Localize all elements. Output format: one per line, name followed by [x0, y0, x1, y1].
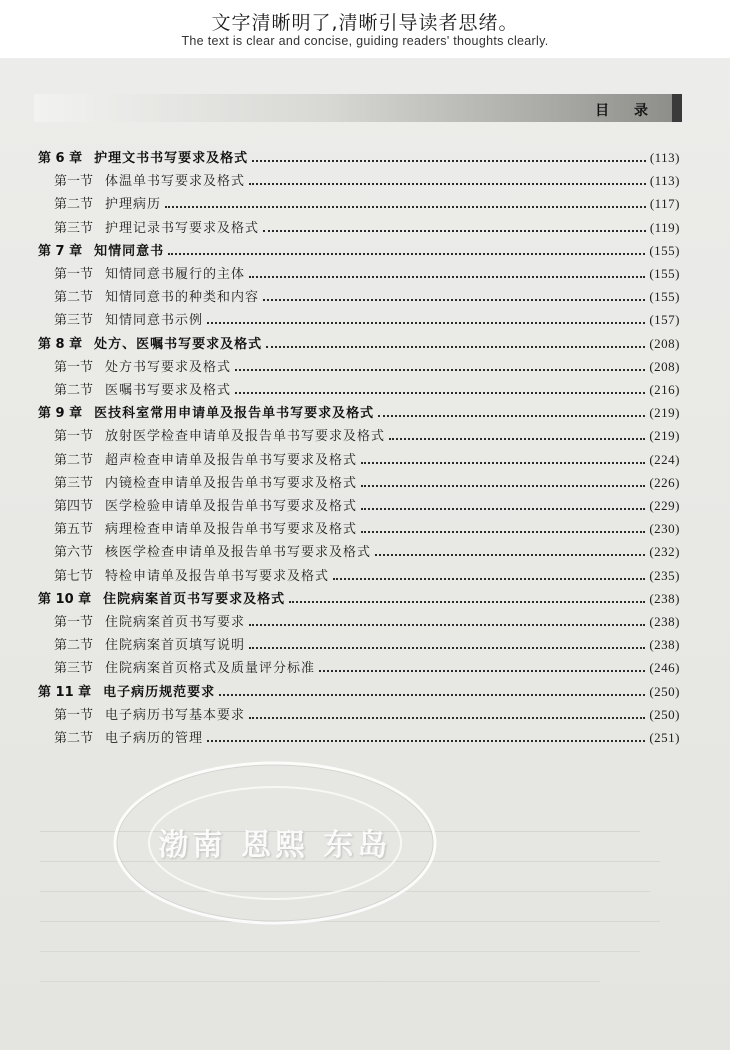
toc-entry-title: 内镜检查申请单及报告单书写要求及格式 [105, 475, 358, 491]
toc-section-row [54, 285, 680, 305]
dot-leader [235, 369, 645, 371]
toc-entry-number: 第四节 [54, 499, 94, 514]
toc-entry-number: 第三节 [54, 661, 94, 677]
toc-entry-number: 第 6 章 [38, 151, 83, 166]
toc-chapter-row [38, 680, 680, 700]
toc-entry-number: 第一节 [54, 429, 94, 445]
banner-caption-chinese: 文字清晰明了,清晰引导读者思绪。 [211, 12, 519, 34]
toc-page-number: (113) [649, 150, 680, 165]
toc-page-number: (229) [649, 498, 680, 513]
toc-entry-number: 第一节 [54, 174, 94, 190]
dot-leader [249, 647, 645, 649]
dot-leader [249, 276, 645, 278]
dot-leader [235, 392, 645, 394]
toc-section-row [54, 517, 680, 537]
seal-text: 渤南 恩熙 东岛 [158, 828, 392, 863]
toc-page-number: (208) [649, 335, 680, 351]
toc-entry-number: 第三节 [54, 220, 94, 236]
toc-section-row [54, 540, 680, 560]
toc-entry-number: 第二节 [54, 731, 94, 746]
toc-page-number: (238) [649, 614, 680, 629]
dot-leader [165, 206, 646, 208]
toc-section-row [54, 703, 680, 723]
dot-leader [263, 299, 645, 301]
toc-page-number: (117) [649, 196, 680, 212]
toc-entry-number: 第 11 章 [38, 684, 92, 700]
book-page-photo [0, 58, 730, 1050]
toc-page-number: (250) [649, 706, 680, 722]
toc-entry-title: 医技科室常用申请单及报告单书写要求及格式 [94, 406, 375, 422]
toc-page-number: (113) [649, 173, 680, 189]
toc-page-number: (238) [649, 637, 680, 653]
toc-page-number: (226) [649, 474, 680, 490]
toc-entry-number: 第一节 [54, 615, 94, 630]
toc-entry-title: 护理病历 [105, 197, 162, 213]
toc-entry-number: 第 8 章 [38, 336, 83, 352]
toc-page-number: (230) [649, 521, 680, 537]
toc-entry-title: 住院病案首页格式及质量评分标准 [105, 661, 316, 677]
toc-section-row [54, 424, 680, 444]
toc-section-row [54, 169, 680, 189]
banner-caption-english: The text is clear and concise, guiding readers' thoughts clearly. [181, 34, 549, 48]
toc-entry-title: 特检申请单及报告单书写要求及格式 [105, 568, 330, 584]
toc-entry-title: 病理检查申请单及报告单书写要求及格式 [105, 522, 358, 538]
dot-leader [289, 601, 645, 603]
toc-section-row [54, 633, 680, 653]
toc-section-row [54, 308, 680, 328]
toc-header-bar [34, 94, 680, 122]
toc-section-row [54, 262, 680, 282]
toc-entry-number: 第七节 [54, 568, 94, 584]
toc-entry-title: 核医学检查申请单及报告单书写要求及格式 [105, 545, 372, 561]
dot-leader [266, 346, 645, 348]
toc-entry-title: 护理文书书写要求及格式 [94, 151, 249, 166]
toc-section-row [54, 494, 680, 514]
toc-section-row [54, 656, 680, 676]
toc-entry-title: 知情同意书履行的主体 [105, 267, 246, 282]
toc-entry-number: 第三节 [54, 313, 94, 329]
dot-leader [378, 415, 645, 417]
dot-leader [375, 554, 645, 556]
toc-page-number: (224) [649, 451, 680, 467]
toc-page-number: (232) [649, 544, 680, 560]
toc-entry-title: 处方、医嘱书写要求及格式 [94, 336, 263, 352]
toc-entry-number: 第二节 [54, 197, 94, 213]
toc-entry-number: 第二节 [54, 638, 94, 654]
dot-leader [219, 694, 645, 696]
toc-page-number: (119) [649, 219, 680, 235]
caption-banner [0, 0, 730, 58]
toc-entry-number: 第 10 章 [38, 591, 92, 607]
toc-entry-number: 第一节 [54, 267, 94, 282]
toc-entry-title: 电子病历的管理 [105, 731, 204, 746]
toc-page-number: (155) [649, 242, 680, 258]
toc-entry-title: 住院病案首页填写说明 [105, 638, 246, 654]
dot-leader [249, 624, 645, 626]
toc-entry-number: 第一节 [54, 707, 94, 723]
toc-page-number: (250) [649, 683, 680, 699]
toc-section-row [54, 192, 680, 212]
toc-page-number: (246) [649, 660, 680, 676]
dot-leader [389, 438, 645, 440]
toc-entry-number: 第 9 章 [38, 406, 83, 422]
toc-entry-title: 处方书写要求及格式 [105, 359, 232, 375]
dot-leader [361, 485, 645, 487]
toc-entry-number: 第三节 [54, 475, 94, 491]
dot-leader [333, 578, 645, 580]
toc-entry-title: 住院病案首页书写要求及格式 [103, 591, 286, 607]
toc-section-row [54, 564, 680, 584]
toc-entry-number: 第五节 [54, 522, 94, 538]
toc-section-row [54, 726, 680, 746]
toc-entry-number: 第二节 [54, 383, 94, 398]
dot-leader [168, 253, 645, 255]
toc-entry-title: 电子病历规范要求 [103, 684, 216, 700]
dot-leader [263, 230, 646, 232]
toc-entry-number: 第六节 [54, 545, 94, 561]
toc-section-row [54, 355, 680, 375]
toc-page-number: (219) [649, 428, 680, 444]
toc-section-row [54, 216, 680, 236]
toc-section-row [54, 610, 680, 630]
toc-page-number: (238) [649, 590, 680, 606]
toc-page-number: (208) [649, 358, 680, 374]
toc-page-number: (155) [649, 266, 680, 281]
dot-leader [207, 322, 645, 324]
toc-entry-title: 体温单书写要求及格式 [105, 174, 246, 190]
toc-section-row [54, 378, 680, 398]
dot-leader [207, 740, 645, 742]
toc-entry-number: 第二节 [54, 290, 94, 306]
toc-entry-number: 第一节 [54, 359, 94, 375]
toc-entry-title: 超声检查申请单及报告单书写要求及格式 [105, 452, 358, 468]
dot-leader [361, 462, 645, 464]
dot-leader [249, 717, 645, 719]
toc-page-number: (251) [649, 730, 680, 745]
dot-leader [361, 531, 645, 533]
bleed-through-line [40, 968, 600, 982]
toc-entry-number: 第二节 [54, 452, 94, 468]
toc-chapter-row [38, 587, 680, 607]
toc-header-title: 目 录 [595, 103, 658, 119]
toc-page-number: (157) [649, 312, 680, 328]
toc-page-number: (216) [649, 382, 680, 397]
toc-entry-title: 放射医学检查申请单及报告单书写要求及格式 [105, 429, 386, 445]
toc-chapter-row [38, 239, 680, 259]
dot-leader [361, 508, 645, 510]
toc-section-row [54, 471, 680, 491]
toc-entry-title: 医学检验申请单及报告单书写要求及格式 [105, 499, 358, 514]
bleed-through-line [40, 938, 640, 952]
toc-entry-title: 护理记录书写要求及格式 [105, 220, 260, 236]
embossed-seal-watermark [110, 758, 440, 928]
toc-entry-title: 知情同意书示例 [105, 313, 204, 329]
toc-entry-title: 住院病案首页书写要求 [105, 615, 246, 630]
toc-chapter-row [38, 332, 680, 352]
toc-section-row [54, 448, 680, 468]
toc-page-number: (235) [649, 567, 680, 583]
dot-leader [319, 670, 645, 672]
toc-entry-title: 知情同意书 [94, 243, 165, 259]
toc-entry-title: 电子病历书写基本要求 [105, 707, 246, 723]
toc-page-number: (219) [649, 405, 680, 421]
toc-entry-number: 第 7 章 [38, 243, 83, 259]
toc-page-number: (155) [649, 289, 680, 305]
dot-leader [249, 183, 646, 185]
toc-entry-title: 知情同意书的种类和内容 [105, 290, 260, 306]
toc-chapter-row [38, 146, 680, 166]
toc-chapter-row [38, 401, 680, 421]
toc-header-edge [672, 94, 682, 122]
toc-entry-title: 医嘱书写要求及格式 [105, 383, 232, 398]
dot-leader [252, 160, 646, 162]
